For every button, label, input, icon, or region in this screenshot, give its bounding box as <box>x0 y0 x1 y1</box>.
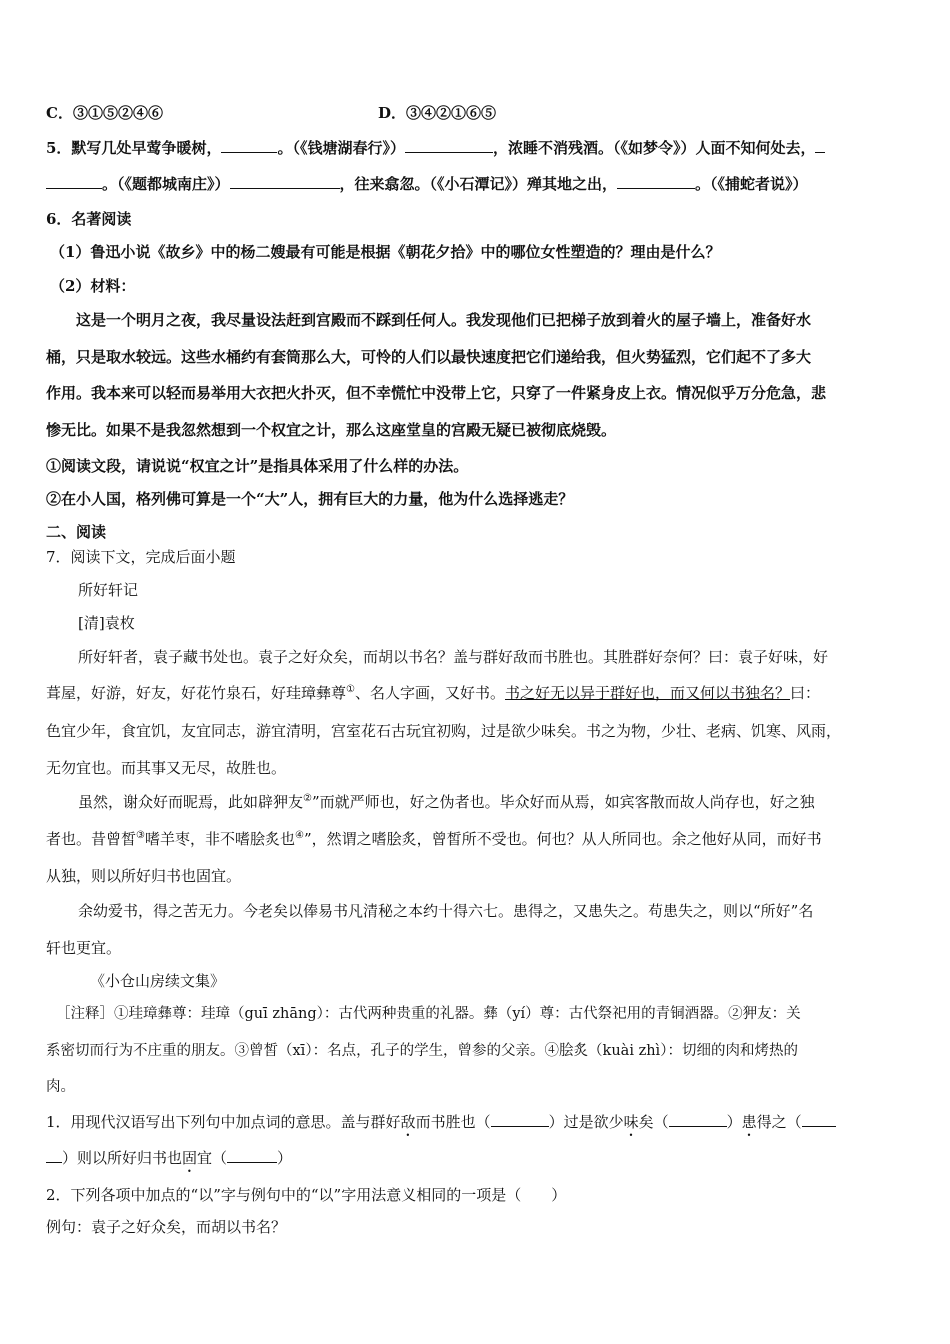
annotation-line: 系密切而行为不庄重的朋友。③曾皙（xī）：名点，孔子的学生，曾参的父亲。④脍炙（kuài zhì）：切细的肉和烤热的 <box>46 1043 798 1059</box>
q5-text-c: ，浓睡不消残酒。（《如梦令》）人面不知何处去， <box>492 139 816 157</box>
footnote-marker: ④ <box>295 830 304 841</box>
passage-author: [清]袁枚 <box>78 614 135 632</box>
question-2-example: 例句：袁子之好众矣，而胡以书名？ <box>46 1218 287 1236</box>
answer-blank[interactable] <box>617 174 695 189</box>
question-text: ） <box>726 1113 742 1131</box>
question-text: 矣（ <box>638 1113 669 1131</box>
answer-blank[interactable] <box>46 1148 62 1163</box>
passage-text: 者也。昔曾皙 <box>46 830 137 848</box>
q5-text-b: 。（《钱塘湖春行》） <box>277 139 405 157</box>
dotted-word: 患 <box>741 1113 757 1131</box>
question-text: 1．用现代汉语写出下列句中加点词的意思。盖与群好 <box>46 1113 401 1131</box>
answer-blank[interactable] <box>491 1112 549 1127</box>
passage-title: 所好轩记 <box>78 581 139 599</box>
passage-line: 所好轩者，袁子藏书处也。袁子之好众矣，而胡以书名？盖与群好敌而书胜也。其胜群好奈何？曰：袁子好味，好 <box>78 648 829 666</box>
underlined-sentence: 书之好无以异于群好也，而又何以书独名？ <box>505 684 791 702</box>
passage-line: 色宜少年，食宜饥，友宜同志，游宜清明，宫室花石古玩宜初购，过是欲少味矣。书之为物，少壮、老病、饥寒、风雨， <box>46 722 842 740</box>
question-1 <box>46 1112 836 1140</box>
q7-intro: 7．阅读下文，完成后面小题 <box>46 548 236 566</box>
q6-part1: （1）鲁迅小说《故乡》中的杨二嫂最有可能是根据《朝花夕拾》中的哪位女性塑造的？理由是什么？ <box>50 243 721 261</box>
dotted-word: 固 <box>182 1149 198 1167</box>
material-line: 桶，只是取水较远。这些水桶约有套筒那么大，可怜的人们以最快速度把它们递给我，但火势猛烈，它们起不了多大 <box>46 348 812 366</box>
answer-blank[interactable] <box>815 138 825 153</box>
footnote-marker: ② <box>303 793 312 804</box>
question-text: 得之（ <box>756 1113 802 1131</box>
passage-source: 《小仓山房续文集》 <box>90 972 226 990</box>
section-heading: 二、阅读 <box>46 523 107 541</box>
q5-text-e: ，往来翕忽。（《小石潭记》）殚其地之出， <box>339 175 618 193</box>
q6-sub1: ①阅读文段，请说说“权宜之计”是指具体采用了什么样的办法。 <box>46 457 469 475</box>
passage-line <box>46 829 822 849</box>
question-1-cont <box>46 1148 292 1176</box>
material-line: 惨无比。如果不是我忽然想到一个权宜之计，那么这座堂皇的宫殿无疑已被彻底烧毁。 <box>46 421 617 439</box>
answer-blank[interactable] <box>405 138 493 153</box>
dotted-word: 敌 <box>400 1113 416 1131</box>
q5-text-d: 。（《题都城南庄》） <box>102 175 230 193</box>
q5-text-a: 5．默写几处早莺争暖树， <box>46 139 222 157</box>
passage-text: 葺屋，好游，好友，好花竹泉石，好珪璋彝尊 <box>46 684 347 702</box>
passage-text: ”而就严师也，好之伪者也。毕众好而从焉，如宾客散而故人尚存也，好之独 <box>311 793 815 811</box>
q5-text-f: 。（《捕蛇者说》） <box>695 175 808 193</box>
annotation-line: ［注释］①珪璋彝尊：珪璋（guī zhāng）：古代两种贵重的礼器。彝（yí）尊：古代祭祀用的青铜酒器。②狎友：关 <box>56 1006 801 1022</box>
question-2: 2．下列各项中加点的“以”字与例句中的“以”字用法意义相同的一项是（ ） <box>46 1186 567 1204</box>
material-line: 作用。我本来可以轻而易举用大衣把火扑灭，但不幸慌忙中没带上它，只穿了一件紧身皮上衣。情况似乎万分危急，悲 <box>46 384 827 402</box>
passage-line <box>46 683 820 703</box>
answer-blank[interactable] <box>802 1112 836 1127</box>
passage-line: 无勿宜也。而其事又无尽，故胜也。 <box>46 759 287 777</box>
passage-line: 轩也更宜。 <box>46 939 122 957</box>
q6-title: 6．名著阅读 <box>46 210 132 228</box>
passage-line: 从独，则以所好归书也固宜。 <box>46 867 242 885</box>
option-d: D．③④②①⑥⑤ <box>378 104 497 122</box>
material-line: 这是一个明月之夜，我尽量设法赶到宫殿而不踩到任何人。我发现他们已把梯子放到着火的屋子墙上，准备好水 <box>76 311 812 329</box>
question-text: ）则以所好归书也 <box>62 1149 183 1167</box>
footnote-marker: ① <box>346 684 355 695</box>
option-c: C．③①⑤②④⑥ <box>46 104 163 122</box>
answer-blank[interactable] <box>227 1148 277 1163</box>
q6-sub2: ②在小人国，格列佛可算是一个“大”人，拥有巨大的力量，他为什么选择逃走？ <box>46 490 574 508</box>
passage-text: 曰： <box>790 684 821 702</box>
annotation-line: 肉。 <box>46 1079 75 1095</box>
answer-blank[interactable] <box>221 138 277 153</box>
q6-part2: （2）材料： <box>50 277 136 295</box>
passage-text: 虽然，谢众好而昵焉，此如辟狎友 <box>78 793 304 811</box>
question-text: ）过是欲少 <box>548 1113 624 1131</box>
question-text: 而书胜也（ <box>415 1113 491 1131</box>
answer-blank[interactable] <box>46 174 102 189</box>
dotted-word: 味 <box>623 1113 639 1131</box>
q5-line1 <box>46 138 825 158</box>
passage-text: ”，然谓之嗜脍炙，曾皙所不受也。何也？从人所同也。余之他好从同，而好书 <box>303 830 822 848</box>
passage-line: 余幼爱书，得之苦无力。今老矣以俸易书凡清秘之本约十得六七。患得之，又患失之。苟患失之，则以“所好”名 <box>78 902 814 920</box>
q5-line2 <box>46 174 808 194</box>
question-text: ） <box>277 1149 293 1167</box>
footnote-marker: ③ <box>136 830 145 841</box>
answer-blank[interactable] <box>230 174 340 189</box>
passage-text: 嗜羊枣，非不嗜脍炙也 <box>144 830 295 848</box>
passage-text: 、名人字画，又好书。 <box>354 684 505 702</box>
passage-line <box>78 792 815 812</box>
answer-blank[interactable] <box>669 1112 727 1127</box>
question-text: 宜（ <box>197 1149 228 1167</box>
